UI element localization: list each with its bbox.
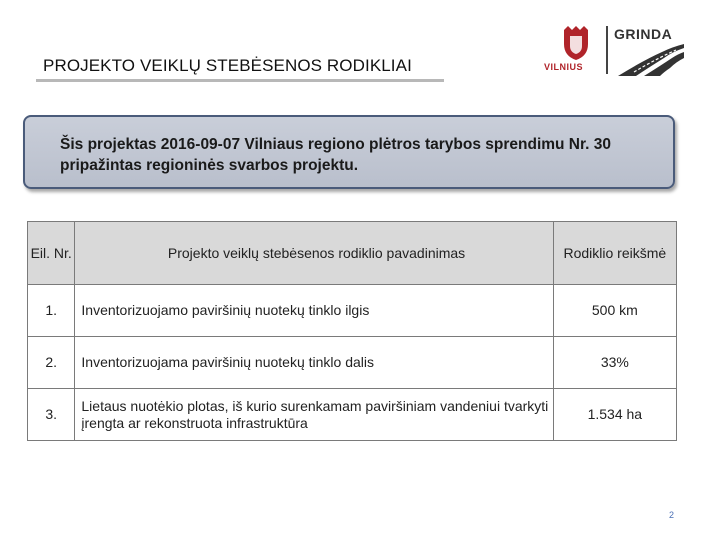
row-number: 1. (28, 285, 75, 337)
row-indicator-name: Inventorizuojama paviršinių nuotekų tinklo dalis (75, 337, 553, 389)
grinda-logo-text: GRINDA (614, 26, 673, 42)
info-callout (23, 115, 675, 189)
logos (540, 22, 690, 78)
row-number: 3. (28, 389, 75, 441)
header-indicator-value: Rodiklio reikšmė (553, 222, 676, 285)
table-row (28, 337, 677, 389)
indicators-table (27, 221, 677, 441)
row-indicator-value: 33% (553, 337, 676, 389)
table-row (28, 389, 677, 441)
title-underline (36, 79, 444, 82)
row-indicator-value: 1.534 ha (553, 389, 676, 441)
table-header-row (28, 222, 677, 285)
grinda-road-icon (614, 42, 686, 76)
logo-divider (606, 26, 608, 74)
row-indicator-value: 500 km (553, 285, 676, 337)
table-row (28, 285, 677, 337)
header-indicator-name: Projekto veiklų stebėsenos rodiklio pavadinimas (75, 222, 553, 285)
vilnius-logo-text: VILNIUS (544, 62, 584, 72)
row-number: 2. (28, 337, 75, 389)
row-indicator-name: Inventorizuojamo paviršinių nuotekų tinklo ilgis (75, 285, 553, 337)
page-number: 2 (669, 510, 675, 520)
row-indicator-name: Lietaus nuotėkio plotas, iš kurio surenkamam paviršiniam vandeniui tvarkyti įrengta ar rekonstruota infrastruktūra (75, 389, 553, 441)
callout-text: Šis projektas 2016-09-07 Vilniaus regiono plėtros tarybos sprendimu Nr. 30 pripažintas regioninės svarbos projektu. (60, 136, 612, 174)
header-number: Eil. Nr. (28, 222, 75, 285)
page-title: PROJEKTO VEIKLŲ STEBĖSENOS RODIKLIAI (43, 56, 412, 75)
vilnius-crest-icon (548, 22, 608, 62)
